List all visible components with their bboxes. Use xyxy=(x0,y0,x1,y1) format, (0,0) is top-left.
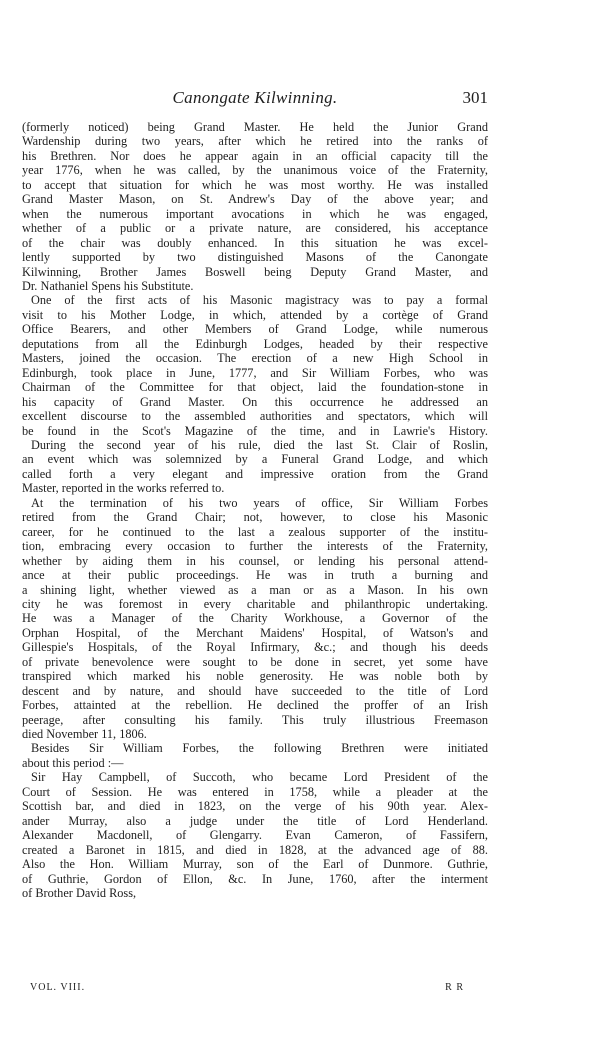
text-line: Orphan Hospital, of the Merchant Maidens' Hospital, of Watson's and xyxy=(22,625,488,640)
text-line: of Brother David Ross, xyxy=(22,886,137,901)
text-line: tion, embracing every occasion to further the interests of the Fraternity, xyxy=(22,539,488,554)
text-line: to accept that situation for which he was most worthy. He was installed xyxy=(22,177,488,192)
text-line: died November 11, 1806. xyxy=(22,727,147,742)
text-line: Master, reported in the works referred to. xyxy=(22,481,225,496)
text-line: Court of Session. He was entered in 1758, while a pleader at the xyxy=(22,784,488,799)
text-line: Edinburgh, took place in June, 1777, and Sir William Forbes, who was xyxy=(22,365,488,380)
text-line: of private benevolence were sought to be done in secret, yet some have xyxy=(22,654,488,669)
text-line: Office Bearers, and other Members of Grand Lodge, while numerous xyxy=(22,322,488,337)
text-line: Forbes, attainted at the rebellion. He declined the proffer of an Irish xyxy=(22,698,488,713)
text-line: peerage, after consulting his family. This truly illustrious Freemason xyxy=(22,712,488,727)
text-line: excellent discourse to the assembled authorities and spectators, which will xyxy=(22,409,488,424)
text-line: created a Baronet in 1815, and died in 1828, at the advanced age of 88. xyxy=(22,842,488,857)
text-line: Grand Master Mason, on St. Andrew's Day of the above year; and xyxy=(22,192,488,207)
text-line: career, for he continued to the last a zealous supporter of the institu- xyxy=(22,524,488,539)
text-line: his Brethren. Nor does he appear again in an official capacity till the xyxy=(22,148,488,163)
text-line: of the chair was doubly enhanced. In this situation he was excel- xyxy=(22,235,488,250)
text-line: Gillespie's Hospitals, of the Royal Infirmary, &c.; and though his deeds xyxy=(22,640,488,655)
text-line: Chairman of the Committee for that object, laid the foundation-stone in xyxy=(22,380,488,395)
text-line: visit to his Mother Lodge, in which, attended by a cortège of Grand xyxy=(22,307,488,322)
text-line: when the numerous important avocations in which he was engaged, xyxy=(22,206,488,221)
text-line: During the second year of his rule, died the last St. Clair of Roslin, xyxy=(31,437,488,452)
text-line: transpired which marked his noble generosity. He was noble both by xyxy=(22,669,488,684)
text-line: He was a Manager of the Charity Workhouse, a Governor of the xyxy=(22,611,488,626)
text-line: lently supported by two distinguished Masons of the Canongate xyxy=(22,250,488,265)
text-line: retired from the Grand Chair; not, however, to close his Masonic xyxy=(22,510,488,525)
text-line: about this period :— xyxy=(22,755,124,770)
text-line: Scottish bar, and died in 1823, on the verge of his 90th year. Alex- xyxy=(22,799,488,814)
page-footer xyxy=(22,982,488,996)
text-line: Dr. Nathaniel Spens his Substitute. xyxy=(22,278,194,293)
signature-mark: R R xyxy=(445,982,464,993)
text-line: his capacity of Grand Master. On this occurrence he addressed an xyxy=(22,394,488,409)
text-line: At the termination of his two years of office, Sir William Forbes xyxy=(31,495,488,510)
text-line: Besides Sir William Forbes, the following Brethren were initiated xyxy=(31,741,488,756)
text-line: ance at their public proceedings. He was in truth a burning and xyxy=(22,568,488,583)
text-line: city he was foremost in every charitable and philanthropic undertaking. xyxy=(22,596,488,611)
text-line: Masters, joined the occasion. The erection of a new High School in xyxy=(22,351,488,366)
text-line: Kilwinning, Brother James Boswell being Deputy Grand Master, and xyxy=(22,264,488,279)
page-number: 301 xyxy=(462,88,488,107)
text-line: of Guthrie, Gordon of Ellon, &c. In June, 1760, after the interment xyxy=(22,871,488,886)
body-text xyxy=(22,120,488,900)
running-head xyxy=(22,88,488,110)
text-line: Alexander Macdonell, of Glengarry. Evan Cameron, of Fassifern, xyxy=(22,828,488,843)
text-line: an event which was solemnized by a Funeral Grand Lodge, and which xyxy=(22,452,488,467)
text-line: descent and by nature, and should have succeeded to the title of Lord xyxy=(22,683,488,698)
text-line: Sir Hay Campbell, of Succoth, who became Lord President of the xyxy=(31,770,488,785)
text-line: deputations from all the Edinburgh Lodges, headed by their respective xyxy=(22,336,488,351)
text-line: (formerly noticed) being Grand Master. He held the Junior Grand xyxy=(22,120,488,134)
running-title: Canongate Kilwinning. xyxy=(172,88,338,107)
text-line: be found in the Scot's Magazine of the time, and in Lawrie's History. xyxy=(22,423,488,438)
text-line: Wardenship during two years, after which he retired into the ranks of xyxy=(22,134,488,149)
text-line: whether of a public or a private nature, are considered, his acceptance xyxy=(22,221,488,236)
text-line: ander Murray, also a judge under the title of Lord Henderland. xyxy=(22,813,488,828)
volume-mark: VOL. VIII. xyxy=(30,982,86,993)
text-line: called forth a very elegant and impressive oration from the Grand xyxy=(22,466,488,481)
text-line: One of the first acts of his Masonic magistracy was to pay a formal xyxy=(31,293,488,308)
text-line: Also the Hon. William Murray, son of the Earl of Dunmore. Guthrie, xyxy=(22,857,488,872)
text-line: year 1776, when he was called, by the unanimous voice of the Fraternity, xyxy=(22,163,488,178)
text-line: whether by aiding them in his counsel, or lending his personal attend- xyxy=(22,553,488,568)
text-line: a shining light, whether viewed as a man or as a Mason. In his own xyxy=(22,582,488,597)
